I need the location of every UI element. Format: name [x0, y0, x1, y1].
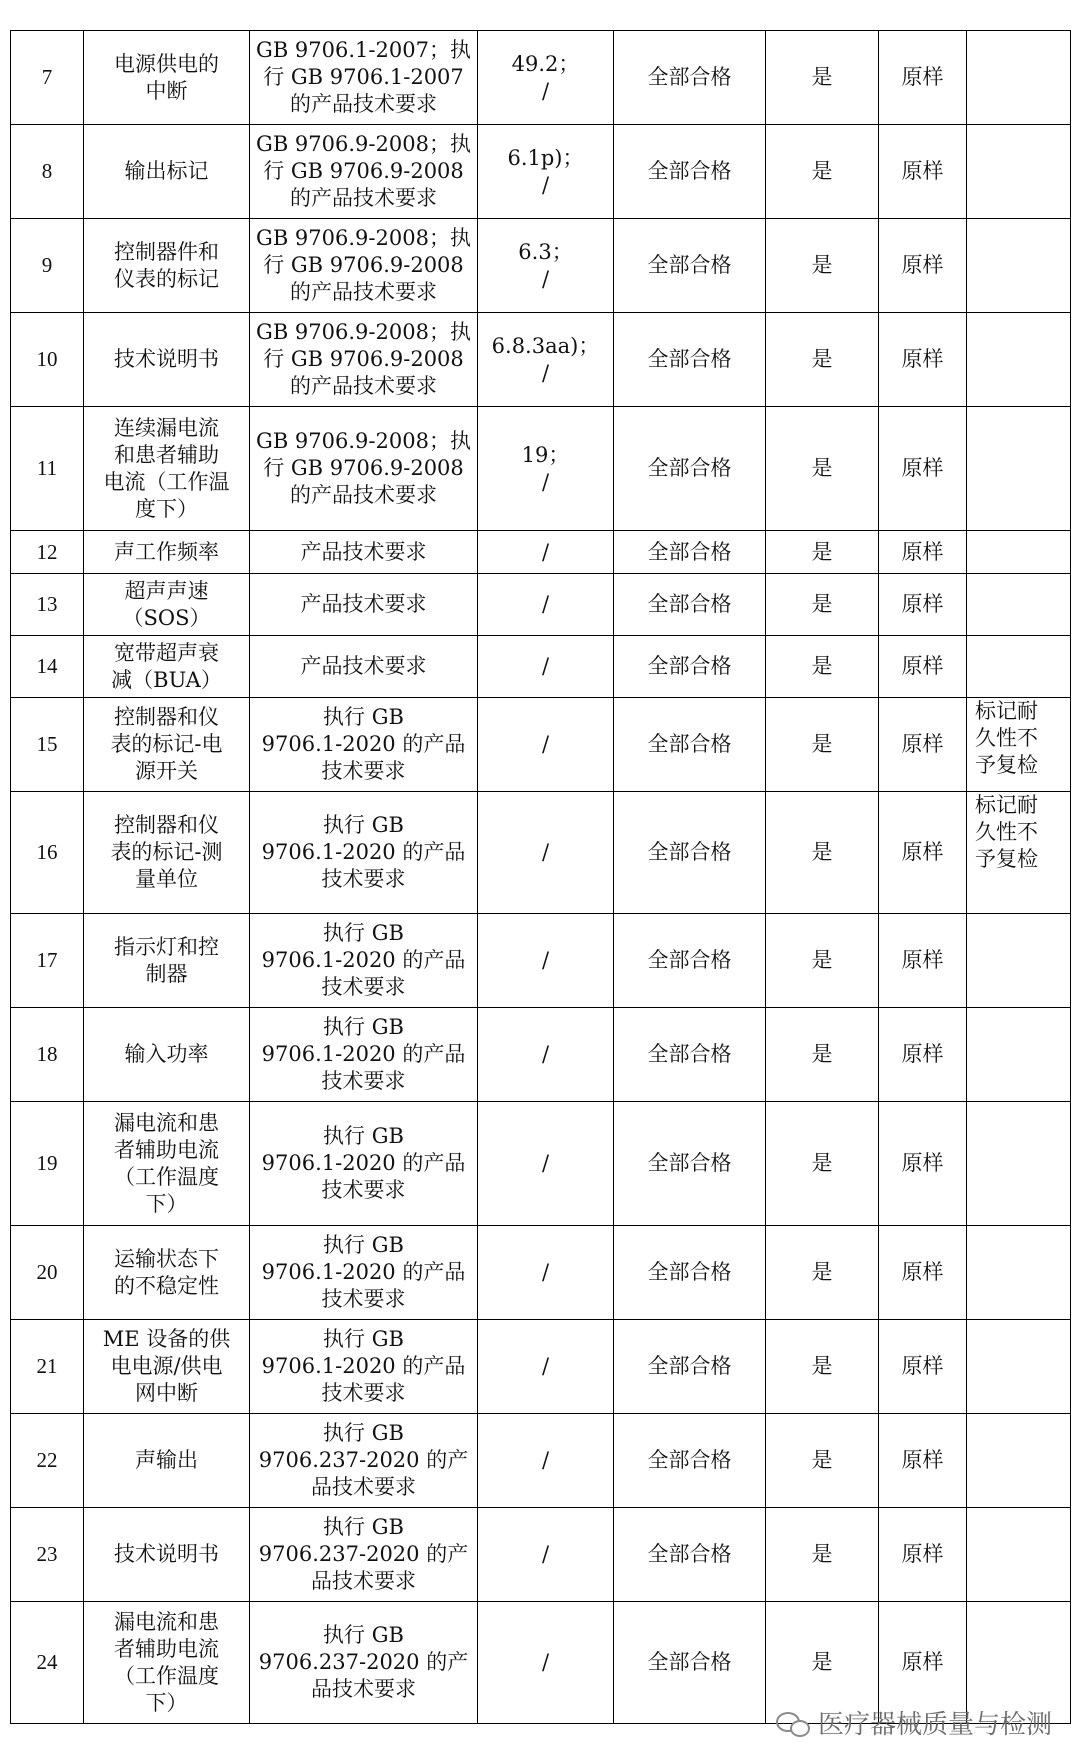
result-cell: 全部合格 — [614, 698, 766, 792]
test-basis-cell: GB 9706.1-2007；执 行 GB 9706.1-2007 的产品技术要求 — [250, 31, 478, 125]
result-cell: 全部合格 — [614, 792, 766, 914]
table-body — [11, 31, 1071, 1724]
table-row — [11, 1008, 1071, 1102]
sample-status-cell: 原样 — [879, 531, 967, 574]
table-row — [11, 219, 1071, 313]
test-item-cell: 电源供电的 中断 — [84, 31, 250, 125]
sample-status-cell: 原样 — [879, 1508, 967, 1602]
table-row — [11, 31, 1071, 125]
result-cell: 全部合格 — [614, 1320, 766, 1414]
test-item-cell: 漏电流和患 者辅助电流 （工作温度 下） — [84, 1102, 250, 1226]
remark-cell — [967, 636, 1071, 698]
test-basis-cell: 产品技术要求 — [250, 574, 478, 636]
remark-cell — [967, 313, 1071, 407]
clause-cell: 49.2； / — [478, 31, 614, 125]
result-cell: 全部合格 — [614, 31, 766, 125]
sample-status-cell: 原样 — [879, 574, 967, 636]
test-basis-cell: 执行 GB 9706.1-2020 的产品 技术要求 — [250, 792, 478, 914]
remark-cell — [967, 1008, 1071, 1102]
conforms-cell: 是 — [766, 531, 879, 574]
conforms-cell: 是 — [766, 914, 879, 1008]
conforms-cell: 是 — [766, 1102, 879, 1226]
conforms-cell: 是 — [766, 31, 879, 125]
clause-cell: / — [478, 1226, 614, 1320]
remark-cell — [967, 407, 1071, 531]
table-row — [11, 636, 1071, 698]
test-item-cell: 技术说明书 — [84, 1508, 250, 1602]
conforms-cell: 是 — [766, 1226, 879, 1320]
row-number-cell: 12 — [11, 531, 84, 574]
result-cell: 全部合格 — [614, 407, 766, 531]
test-basis-cell: 执行 GB 9706.237-2020 的产 品技术要求 — [250, 1508, 478, 1602]
result-cell: 全部合格 — [614, 125, 766, 219]
sample-status-cell: 原样 — [879, 914, 967, 1008]
remark-cell — [967, 1226, 1071, 1320]
test-basis-cell: 执行 GB 9706.1-2020 的产品 技术要求 — [250, 1102, 478, 1226]
test-item-cell: 控制器和仪 表的标记-测 量单位 — [84, 792, 250, 914]
row-number-cell: 15 — [11, 698, 84, 792]
table-row — [11, 574, 1071, 636]
clause-cell: 6.1p)； / — [478, 125, 614, 219]
result-cell: 全部合格 — [614, 1602, 766, 1724]
table-row — [11, 1508, 1071, 1602]
remark-cell — [967, 219, 1071, 313]
row-number-cell: 24 — [11, 1602, 84, 1724]
remark-cell — [967, 914, 1071, 1008]
sample-status-cell: 原样 — [879, 1008, 967, 1102]
test-item-cell: 输出标记 — [84, 125, 250, 219]
sample-status-cell: 原样 — [879, 407, 967, 531]
test-item-cell: ME 设备的供 电电源/供电 网中断 — [84, 1320, 250, 1414]
watermark-text: 医疗器械质量与检测 — [817, 1710, 1052, 1740]
row-number-cell: 23 — [11, 1508, 84, 1602]
conforms-cell: 是 — [766, 407, 879, 531]
test-basis-cell: GB 9706.9-2008；执 行 GB 9706.9-2008 的产品技术要求 — [250, 125, 478, 219]
sample-status-cell: 原样 — [879, 698, 967, 792]
row-number-cell: 19 — [11, 1102, 84, 1226]
conforms-cell: 是 — [766, 1602, 879, 1724]
test-basis-cell: 产品技术要求 — [250, 636, 478, 698]
row-number-cell: 21 — [11, 1320, 84, 1414]
result-cell: 全部合格 — [614, 219, 766, 313]
test-basis-cell: 执行 GB 9706.1-2020 的产品 技术要求 — [250, 1008, 478, 1102]
sample-status-cell: 原样 — [879, 1320, 967, 1414]
test-basis-cell: 产品技术要求 — [250, 531, 478, 574]
test-item-cell: 漏电流和患 者辅助电流 （工作温度 下） — [84, 1602, 250, 1724]
sample-status-cell: 原样 — [879, 1102, 967, 1226]
test-item-cell: 声工作频率 — [84, 531, 250, 574]
clause-cell: / — [478, 531, 614, 574]
sample-status-cell: 原样 — [879, 219, 967, 313]
test-basis-cell: GB 9706.9-2008；执 行 GB 9706.9-2008 的产品技术要求 — [250, 407, 478, 531]
row-number-cell: 8 — [11, 125, 84, 219]
table-row — [11, 792, 1071, 914]
result-cell: 全部合格 — [614, 1414, 766, 1508]
wechat-icon — [776, 1710, 810, 1736]
sample-status-cell: 原样 — [879, 125, 967, 219]
clause-cell: / — [478, 1102, 614, 1226]
clause-cell: / — [478, 1414, 614, 1508]
table-row — [11, 1102, 1071, 1226]
remark-cell — [967, 531, 1071, 574]
test-item-cell: 控制器和仪 表的标记-电 源开关 — [84, 698, 250, 792]
clause-cell: / — [478, 1602, 614, 1724]
table-row — [11, 914, 1071, 1008]
row-number-cell: 7 — [11, 31, 84, 125]
sample-status-cell: 原样 — [879, 1226, 967, 1320]
result-cell: 全部合格 — [614, 636, 766, 698]
test-item-cell: 技术说明书 — [84, 313, 250, 407]
test-basis-cell: GB 9706.9-2008；执 行 GB 9706.9-2008 的产品技术要求 — [250, 313, 478, 407]
row-number-cell: 9 — [11, 219, 84, 313]
row-number-cell: 11 — [11, 407, 84, 531]
clause-cell: / — [478, 1320, 614, 1414]
clause-cell: / — [478, 574, 614, 636]
table-row — [11, 1414, 1071, 1508]
test-basis-cell: 执行 GB 9706.237-2020 的产 品技术要求 — [250, 1602, 478, 1724]
conforms-cell: 是 — [766, 1414, 879, 1508]
row-number-cell: 14 — [11, 636, 84, 698]
result-cell: 全部合格 — [614, 1226, 766, 1320]
inspection-results-table — [10, 30, 1071, 1724]
row-number-cell: 18 — [11, 1008, 84, 1102]
clause-cell: / — [478, 698, 614, 792]
watermark — [776, 1704, 1052, 1741]
result-cell: 全部合格 — [614, 1508, 766, 1602]
table-row — [11, 407, 1071, 531]
row-number-cell: 22 — [11, 1414, 84, 1508]
table-row — [11, 1226, 1071, 1320]
test-item-cell: 宽带超声衰 减（BUA） — [84, 636, 250, 698]
table-row — [11, 698, 1071, 792]
conforms-cell: 是 — [766, 125, 879, 219]
conforms-cell: 是 — [766, 1508, 879, 1602]
sample-status-cell: 原样 — [879, 792, 967, 914]
test-basis-cell: GB 9706.9-2008；执 行 GB 9706.9-2008 的产品技术要求 — [250, 219, 478, 313]
remark-cell: 标记耐 久性不 予复检 — [967, 792, 1071, 914]
conforms-cell: 是 — [766, 698, 879, 792]
clause-cell: 6.8.3aa)； / — [478, 313, 614, 407]
row-number-cell: 13 — [11, 574, 84, 636]
test-item-cell: 连续漏电流 和患者辅助 电流（工作温 度下） — [84, 407, 250, 531]
test-basis-cell: 执行 GB 9706.1-2020 的产品 技术要求 — [250, 1226, 478, 1320]
remark-cell — [967, 1102, 1071, 1226]
result-cell: 全部合格 — [614, 914, 766, 1008]
clause-cell: / — [478, 1508, 614, 1602]
sample-status-cell: 原样 — [879, 1602, 967, 1724]
row-number-cell: 17 — [11, 914, 84, 1008]
test-basis-cell: 执行 GB 9706.1-2020 的产品 技术要求 — [250, 914, 478, 1008]
result-cell: 全部合格 — [614, 574, 766, 636]
row-number-cell: 16 — [11, 792, 84, 914]
table-row — [11, 313, 1071, 407]
conforms-cell: 是 — [766, 219, 879, 313]
sample-status-cell: 原样 — [879, 313, 967, 407]
table-row — [11, 1320, 1071, 1414]
remark-cell — [967, 1414, 1071, 1508]
test-basis-cell: 执行 GB 9706.237-2020 的产 品技术要求 — [250, 1414, 478, 1508]
sample-status-cell: 原样 — [879, 31, 967, 125]
result-cell: 全部合格 — [614, 1102, 766, 1226]
clause-cell: 6.3； / — [478, 219, 614, 313]
clause-cell: 19； / — [478, 407, 614, 531]
clause-cell: / — [478, 914, 614, 1008]
row-number-cell: 20 — [11, 1226, 84, 1320]
row-number-cell: 10 — [11, 313, 84, 407]
result-cell: 全部合格 — [614, 313, 766, 407]
result-cell: 全部合格 — [614, 531, 766, 574]
sample-status-cell: 原样 — [879, 1414, 967, 1508]
remark-cell — [967, 1508, 1071, 1602]
remark-cell: 标记耐 久性不 予复检 — [967, 698, 1071, 792]
test-item-cell: 指示灯和控 制器 — [84, 914, 250, 1008]
conforms-cell: 是 — [766, 1008, 879, 1102]
conforms-cell: 是 — [766, 574, 879, 636]
sample-status-cell: 原样 — [879, 636, 967, 698]
remark-cell — [967, 574, 1071, 636]
test-item-cell: 输入功率 — [84, 1008, 250, 1102]
test-basis-cell: 执行 GB 9706.1-2020 的产品 技术要求 — [250, 1320, 478, 1414]
clause-cell: / — [478, 1008, 614, 1102]
clause-cell: / — [478, 636, 614, 698]
table-row — [11, 531, 1071, 574]
remark-cell — [967, 125, 1071, 219]
clause-cell: / — [478, 792, 614, 914]
remark-cell — [967, 1320, 1071, 1414]
test-item-cell: 超声声速 （SOS） — [84, 574, 250, 636]
conforms-cell: 是 — [766, 792, 879, 914]
test-item-cell: 运输状态下 的不稳定性 — [84, 1226, 250, 1320]
test-item-cell: 控制器件和 仪表的标记 — [84, 219, 250, 313]
conforms-cell: 是 — [766, 636, 879, 698]
test-basis-cell: 执行 GB 9706.1-2020 的产品 技术要求 — [250, 698, 478, 792]
test-item-cell: 声输出 — [84, 1414, 250, 1508]
table-row — [11, 125, 1071, 219]
result-cell: 全部合格 — [614, 1008, 766, 1102]
remark-cell — [967, 31, 1071, 125]
conforms-cell: 是 — [766, 313, 879, 407]
conforms-cell: 是 — [766, 1320, 879, 1414]
